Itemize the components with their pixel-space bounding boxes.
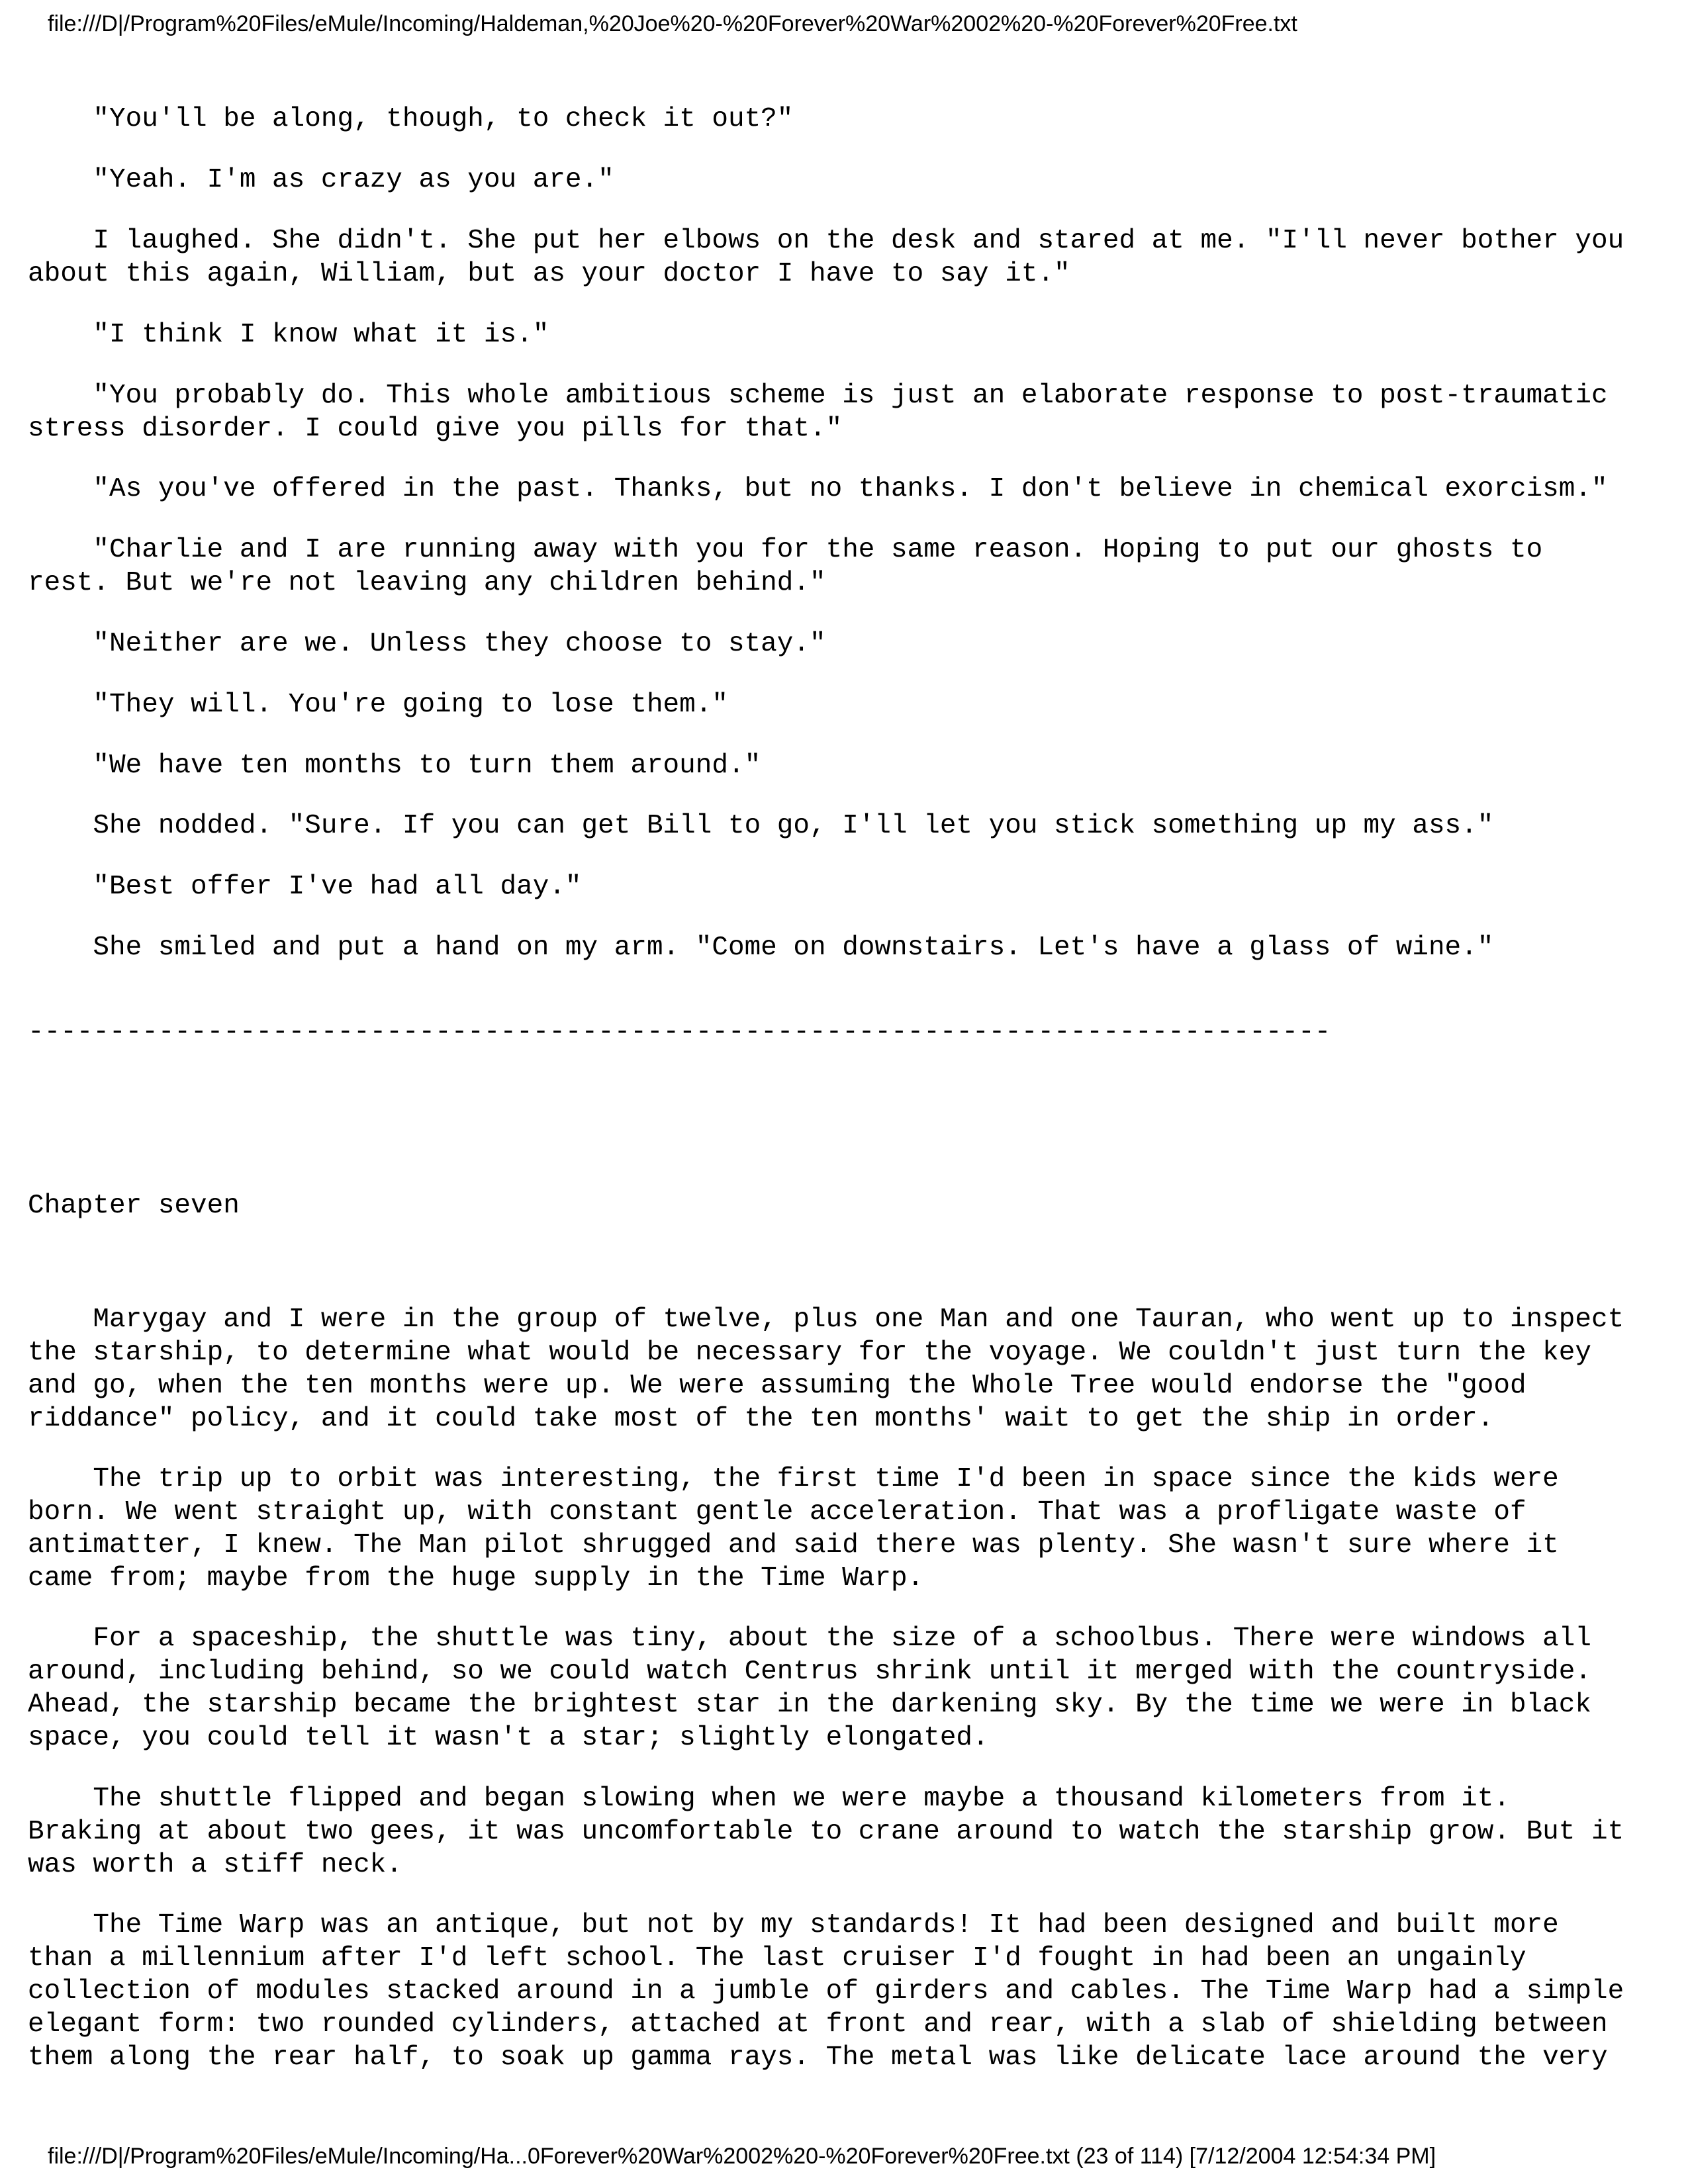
chapter-title: Chapter seven: [28, 1191, 240, 1221]
paragraph-18-line-3: collection of modules stacked around in a jumble of girders and cables. The Time Warp had a simple: [28, 1976, 1624, 2007]
paragraph-15-line-3: antimatter, I knew. The Man pilot shrugged and said there was plenty. She wasn't sure where it: [28, 1530, 1559, 1561]
paragraph-18-line-1: The Time Warp was an antique, but not by my standards! It had been designed and built more: [28, 1910, 1559, 1940]
paragraph-13: She smiled and put a hand on my arm. "Come on downstairs. Let's have a glass of wine.": [28, 933, 1494, 963]
paragraph-18-line-5: them along the rear half, to soak up gamma rays. The metal was like delicate lace around the very: [28, 2042, 1608, 2073]
paragraph-14-line-2: the starship, to determine what would be necessary for the voyage. We couldn't just turn the key: [28, 1338, 1591, 1368]
paragraph-14-line-4: riddance" policy, and it could take most of the ten months' wait to get the ship in order.: [28, 1404, 1494, 1434]
paragraph-5-line-2: stress disorder. I could give you pills for that.": [28, 414, 843, 444]
paragraph-6: "As you've offered in the past. Thanks, but no thanks. I don't believe in chemical exorcism.": [28, 474, 1608, 504]
paragraph-15-line-1: The trip up to orbit was interesting, the first time I'd been in space since the kids were: [28, 1464, 1559, 1494]
paragraph-18-line-4: elegant form: two rounded cylinders, attached at front and rear, with a slab of shielding between: [28, 2009, 1608, 2040]
paragraph-17-line-1: The shuttle flipped and began slowing when we were maybe a thousand kilometers from it.: [28, 1784, 1510, 1814]
paragraph-16-line-2: around, including behind, so we could watch Centrus shrink until it merged with the countryside.: [28, 1657, 1591, 1687]
header-file-path: file:///D|/Program%20Files/eMule/Incoming/Haldeman,%20Joe%20-%20Forever%20War%2002%20-%20Forever%20Free.txt: [48, 11, 1297, 36]
footer-file-path: file:///D|/Program%20Files/eMule/Incoming/Ha...0Forever%20War%2002%20-%20Forever%20Free.txt (23 of 114) [7/12/2004 12:54:34 PM]: [48, 2144, 1436, 2169]
paragraph-1: "You'll be along, though, to check it out?": [28, 104, 794, 134]
paragraph-8: "Neither are we. Unless they choose to stay.": [28, 629, 826, 659]
paragraph-14-line-3: and go, when the ten months were up. We were assuming the Whole Tree would endorse the "good: [28, 1371, 1526, 1401]
paragraph-11: She nodded. "Sure. If you can get Bill to go, I'll let you stick something up my ass.": [28, 811, 1494, 841]
paragraph-14-line-1: Marygay and I were in the group of twelve, plus one Man and one Tauran, who went up to inspect: [28, 1304, 1624, 1335]
paragraph-5-line-1: "You probably do. This whole ambitious scheme is just an elaborate response to post-traumatic: [28, 381, 1608, 411]
paragraph-3-line-2: about this again, William, but as your doctor I have to say it.": [28, 259, 1070, 289]
paragraph-7-line-2: rest. But we're not leaving any children behind.": [28, 568, 826, 598]
paragraph-10: "We have ten months to turn them around.": [28, 751, 761, 781]
paragraph-2: "Yeah. I'm as crazy as you are.": [28, 165, 614, 195]
paragraph-7-line-1: "Charlie and I are running away with you for the same reason. Hoping to put our ghosts to: [28, 535, 1543, 565]
paragraph-16-line-4: space, you could tell it wasn't a star; slightly elongated.: [28, 1723, 989, 1753]
separator-line: --------------------------------------------------------------------------------: [28, 1017, 1331, 1048]
paragraph-12: "Best offer I've had all day.": [28, 872, 582, 902]
paragraph-16-line-3: Ahead, the starship became the brightest star in the darkening sky. By the time we were in black: [28, 1690, 1591, 1720]
paragraph-3-line-1: I laughed. She didn't. She put her elbows on the desk and stared at me. "I'll never bother you: [28, 226, 1624, 256]
paragraph-9: "They will. You're going to lose them.": [28, 690, 728, 720]
paragraph-15-line-4: came from; maybe from the huge supply in the Time Warp.: [28, 1563, 924, 1594]
paragraph-17-line-3: was worth a stiff neck.: [28, 1850, 402, 1880]
paragraph-17-line-2: Braking at about two gees, it was uncomfortable to crane around to watch the starship grow. But it: [28, 1817, 1624, 1847]
paragraph-15-line-2: born. We went straight up, with constant gentle acceleration. That was a profligate waste of: [28, 1497, 1526, 1527]
paragraph-18-line-2: than a millennium after I'd left school. The last cruiser I'd fought in had been an ungainly: [28, 1943, 1526, 1974]
paragraph-16-line-1: For a spaceship, the shuttle was tiny, about the size of a schoolbus. There were windows all: [28, 1623, 1591, 1654]
paragraph-4: "I think I know what it is.": [28, 320, 549, 350]
